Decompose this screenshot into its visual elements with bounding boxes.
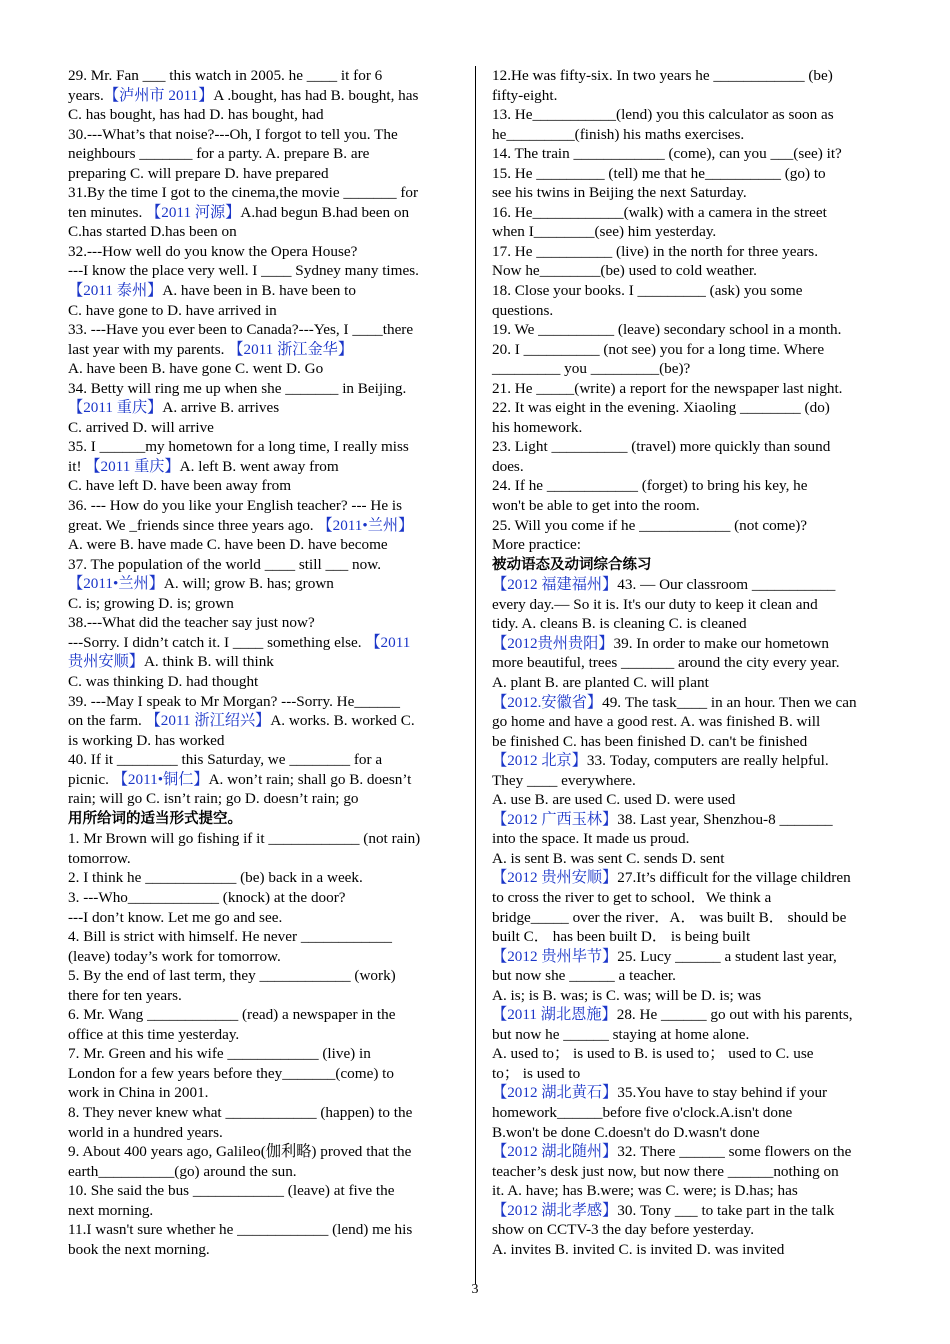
left-column-line <box>68 1240 460 1260</box>
right-column-line <box>492 379 884 399</box>
left-column-line <box>68 183 460 203</box>
text-segment: ten minutes. <box>68 203 147 221</box>
left-column-line <box>68 125 460 145</box>
text-segment: 22. It was eight in the evening. Xiaoling ________ (do) <box>492 399 830 417</box>
text-segment: 6. Mr. Wang ____________ (read) a newspaper in the <box>68 1006 396 1024</box>
source-tag: 【2012 广西玉林】 <box>492 810 618 828</box>
right-column-line <box>492 516 884 536</box>
text-segment: 39. In order to make our hometown <box>613 634 830 652</box>
left-column-line <box>68 711 460 731</box>
source-tag: 【2011•兰州】 <box>317 516 414 534</box>
text-segment: does. <box>492 457 524 475</box>
text-segment: 5. By the end of last term, they ____________ (work) <box>68 967 396 985</box>
source-tag: 【2012贵州贵阳】 <box>492 634 614 652</box>
text-segment: won't be able to get into the room. <box>492 497 700 515</box>
text-segment: 13. He___________(lend) you this calculator as soon as <box>492 106 834 124</box>
text-segment: ---Sorry. I didn’t catch it. I ____ something else. <box>68 633 366 651</box>
left-column-line <box>68 261 460 281</box>
right-column-line <box>492 771 884 791</box>
text-segment: 17. He __________ (live) in the north for three years. <box>492 242 819 260</box>
source-tag: 【2012 湖北随州】 <box>492 1143 618 1161</box>
text-segment: A. have been in B. have been to <box>162 282 356 300</box>
text-segment: 21. He _____(write) a report for the newspaper last night. <box>492 379 843 397</box>
left-column-line <box>68 652 460 672</box>
text-segment: A. think B. will think <box>143 653 274 671</box>
left-column-line <box>68 476 460 496</box>
right-column-line <box>492 849 884 869</box>
left-column-line <box>68 1083 460 1103</box>
text-segment: A .bought, has had B. bought, has <box>213 86 419 104</box>
left-column-line <box>68 868 460 888</box>
text-segment: questions. <box>492 301 554 319</box>
text-segment: 38. Last year, Shenzhou-8 _______ <box>617 810 833 828</box>
source-tag: 【2011•兰州】 <box>68 575 164 593</box>
right-column-line <box>492 653 884 673</box>
right-column-line <box>492 183 884 203</box>
left-column-line <box>68 555 460 575</box>
right-column-line <box>492 105 884 125</box>
left-column-line <box>68 770 460 790</box>
text-segment: 3. ---Who____________ (knock) at the door? <box>68 888 346 906</box>
right-column-line <box>492 457 884 477</box>
left-column-line <box>68 535 460 555</box>
text-segment: teacher’s desk just now, but now there ______nothing on <box>492 1162 839 1180</box>
source-tag: 【2011 浙江金华】 <box>228 340 354 358</box>
text-segment: 33. ---Have you ever been to Canada?---Yes, I ____there <box>68 321 414 339</box>
right-column-line <box>492 595 884 615</box>
right-column-line <box>492 301 884 321</box>
text-segment: 2. I think he ____________ (be) back in a week. <box>68 869 363 887</box>
right-column-line <box>492 1162 884 1182</box>
text-segment: C. have gone to D. have arrived in <box>68 301 277 319</box>
right-column-line <box>492 614 884 634</box>
left-column-line <box>68 379 460 399</box>
left-column-line <box>68 1064 460 1084</box>
text-segment: (leave) today’s work for tomorrow. <box>68 947 281 965</box>
text-segment: A. works. B. worked C. <box>270 712 415 730</box>
left-column-line <box>68 105 460 125</box>
text-segment: but now she ______ a teacher. <box>492 967 676 985</box>
text-segment: years. <box>68 86 104 104</box>
right-column-line <box>492 966 884 986</box>
text-segment: to； is used to <box>492 1064 581 1082</box>
right-column-line <box>492 359 884 379</box>
text-segment: They ____ everywhere. <box>492 771 636 789</box>
text-segment: C. was thinking D. had thought <box>68 672 259 690</box>
text-segment: 16. He____________(walk) with a camera in the street <box>492 203 827 221</box>
text-segment: 31.By the time I got to the cinema,the movie _______ for <box>68 184 419 202</box>
left-column-line <box>68 398 460 418</box>
source-tag: 【2011 浙江绍兴】 <box>145 712 271 730</box>
left-column-line <box>68 516 460 536</box>
page-number: 3 <box>471 1282 479 1297</box>
text-segment: next morning. <box>68 1201 154 1219</box>
text-segment: 30. Tony ___ to take part in the talk <box>617 1201 835 1219</box>
right-column-line <box>492 66 884 86</box>
text-segment: 43. — Our classroom ___________ <box>617 576 836 594</box>
right-column-line <box>492 986 884 1006</box>
left-column-line <box>68 1220 460 1240</box>
right-column-line <box>492 320 884 340</box>
text-segment: to cross the river to get to school．We think a <box>492 888 772 906</box>
text-segment: it. A. have; has B.were; was C. were; is D.has; has <box>492 1182 798 1200</box>
text-segment: ---I know the place very well. I ____ Sydney many times. <box>68 262 419 280</box>
text-segment: more beautiful, trees _______ around the city every year. <box>492 654 840 672</box>
source-tag: 【2012 湖北孝感】 <box>492 1201 618 1219</box>
text-segment: Now he________(be) used to cold weather. <box>492 262 757 280</box>
right-column-line <box>492 693 884 713</box>
text-segment: 7. Mr. Green and his wife ____________ (live) in <box>68 1045 371 1063</box>
left-column-line <box>68 809 460 830</box>
text-segment: 10. She said the bus ____________ (leave) at five the <box>68 1182 395 1200</box>
left-column-line <box>68 731 460 751</box>
right-column-line <box>492 1123 884 1143</box>
text-segment: every day.— So it is. It's our duty to keep it clean and <box>492 595 818 613</box>
right-column-line <box>492 1240 884 1260</box>
text-segment: neighbours _______ for a party. A. prepare B. are <box>68 145 370 163</box>
text-segment: 28. He ______ go out with his parents, <box>616 1006 853 1024</box>
text-segment: 24. If he ____________ (forget) to bring his key, he <box>492 477 808 495</box>
text-segment: 49. The task____ in an hour. Then we can <box>602 693 857 711</box>
right-column-line <box>492 125 884 145</box>
text-segment: 40. If it ________ this Saturday, we ________ for a <box>68 751 383 769</box>
right-column-line <box>492 418 884 438</box>
section-heading: 被动语态及动词综合练习 <box>492 556 652 573</box>
left-column-line <box>68 1201 460 1221</box>
text-segment: preparing C. will prepare D. have prepared <box>68 164 329 182</box>
left-column-line <box>68 340 460 360</box>
text-segment: 9. About 400 years ago, Galileo(伽利略) proved that the <box>68 1143 412 1161</box>
text-segment: More practice: <box>492 536 581 554</box>
left-column-line <box>68 164 460 184</box>
text-segment: homework______before five o'clock.A.isn't done <box>492 1103 793 1121</box>
text-segment: A.had begun B.had been on <box>240 203 410 221</box>
text-segment: ---I don’t know. Let me go and see. <box>68 908 283 926</box>
right-column-line <box>492 810 884 830</box>
right-column-line <box>492 281 884 301</box>
left-column-line <box>68 986 460 1006</box>
right-column-line <box>492 164 884 184</box>
text-segment: 15. He _________ (tell) me that he__________ (go) to <box>492 164 826 182</box>
right-column-line <box>492 398 884 418</box>
text-segment: A. won’t rain; shall go B. doesn’t <box>208 770 412 788</box>
right-column-line <box>492 476 884 496</box>
right-column-line <box>492 790 884 810</box>
right-column-line <box>492 222 884 242</box>
left-column-line <box>68 888 460 908</box>
text-segment: see his twins in Beijing the next Saturday. <box>492 184 747 202</box>
right-column-line <box>492 437 884 457</box>
text-segment: great. We _friends since three years ago. <box>68 516 318 534</box>
left-column-line <box>68 633 460 653</box>
right-column-line <box>492 555 884 576</box>
right-column-line <box>492 1220 884 1240</box>
left-column-line <box>68 281 460 301</box>
text-segment: C. arrived D. will arrive <box>68 418 214 436</box>
text-segment: _________ you _________(be)? <box>492 360 691 378</box>
text-segment: 33. Today, computers are really helpful. <box>586 752 829 770</box>
text-segment: A. arrive B. arrives <box>162 399 280 417</box>
left-column-line <box>68 222 460 242</box>
text-segment: 8. They never knew what ____________ (happen) to the <box>68 1103 413 1121</box>
text-segment: 18. Close your books. I _________ (ask) you some <box>492 282 803 300</box>
text-segment: A. used to； is used to B. is used to； used to C. use <box>492 1045 814 1063</box>
left-column-line <box>68 1162 460 1182</box>
text-segment: on the farm. <box>68 712 146 730</box>
text-segment: A. left B. went away from <box>179 457 339 475</box>
right-column-line <box>492 927 884 947</box>
text-segment: 27.It’s difficult for the village children <box>617 869 851 887</box>
text-segment: but now he ______ staying at home alone. <box>492 1025 750 1043</box>
right-column-line <box>492 868 884 888</box>
right-column-line <box>492 712 884 732</box>
text-segment: 4. Bill is strict with himself. He never ____________ <box>68 928 392 946</box>
text-segment: 39. ---May I speak to Mr Morgan? ---Sorry. He______ <box>68 692 400 710</box>
right-column-line <box>492 1201 884 1221</box>
left-column-line <box>68 1103 460 1123</box>
text-segment: B.won't be done C.doesn't do D.wasn't done <box>492 1123 760 1141</box>
source-tag: 【2011•铜仁】 <box>112 770 209 788</box>
right-column-line <box>492 535 884 555</box>
left-column-line <box>68 672 460 692</box>
right-column-line <box>492 1044 884 1064</box>
text-segment: bridge_____ over the river．A． was built B． should be <box>492 908 847 926</box>
text-segment: 29. Mr. Fan ___ this watch in 2005. he ____ it for 6 <box>68 67 383 84</box>
text-segment: 14. The train ____________ (come), can you ___(see) it? <box>492 145 842 163</box>
left-column-line <box>68 1005 460 1025</box>
text-segment: it! <box>68 457 86 475</box>
left-column-line <box>68 789 460 809</box>
left-column-line <box>68 418 460 438</box>
left-column-line <box>68 849 460 869</box>
left-column <box>68 66 460 1259</box>
right-column-line <box>492 673 884 693</box>
text-segment: world in a hundred years. <box>68 1123 223 1141</box>
text-segment: when I________(see) him yesterday. <box>492 223 717 241</box>
source-tag: 【2012 北京】 <box>492 752 587 770</box>
source-tag: 【2012 贵州安顺】 <box>492 869 618 887</box>
source-tag: 【2011 重庆】 <box>85 457 180 475</box>
left-column-line <box>68 359 460 379</box>
text-segment: 12.He was fifty-six. In two years he ____________ (be) <box>492 67 833 84</box>
text-segment: A. will; grow B. has; grown <box>163 575 334 593</box>
right-column-line <box>492 1142 884 1162</box>
text-segment: 35.You have to stay behind if your <box>617 1084 828 1102</box>
text-segment: London for a few years before they_______(come) to <box>68 1064 394 1082</box>
left-column-line <box>68 301 460 321</box>
source-tag: 【泸州市 2011】 <box>103 86 214 104</box>
text-segment: 1. Mr Brown will go fishing if it ____________ (not rain) <box>68 830 421 848</box>
left-column-line <box>68 203 460 223</box>
left-column-line <box>68 86 460 106</box>
text-segment: A. is; is B. was; is C. was; will be D. is; was <box>492 986 762 1004</box>
text-segment: C. have left D. have been away from <box>68 477 292 495</box>
text-segment: tomorrow. <box>68 849 131 867</box>
left-column-line <box>68 574 460 594</box>
text-segment: 23. Light __________ (travel) more quickly than sound <box>492 438 831 456</box>
text-segment: 20. I __________ (not see) you for a long time. Where <box>492 340 825 358</box>
text-segment: A. invites B. invited C. is invited D. was invited <box>492 1240 785 1258</box>
text-segment: A. plant B. are planted C. will plant <box>492 673 709 691</box>
left-column-line <box>68 457 460 477</box>
right-column-line <box>492 144 884 164</box>
text-segment: 11.I wasn't sure whether he ____________ (lend) me his <box>68 1221 413 1239</box>
right-column-line <box>492 732 884 752</box>
left-column-line <box>68 496 460 516</box>
left-column-line <box>68 966 460 986</box>
source-tag: 【2012.安徽省】 <box>492 693 603 711</box>
source-tag: 贵州安顺】 <box>68 653 144 671</box>
text-segment: A. have been B. have gone C. went D. Go <box>68 360 324 378</box>
text-segment: C. has bought, has had D. has bought, had <box>68 106 324 124</box>
right-column-line <box>492 575 884 595</box>
right-column-line <box>492 1025 884 1045</box>
column-divider <box>475 66 476 1284</box>
left-column-line <box>68 692 460 712</box>
left-column-line <box>68 1181 460 1201</box>
text-segment: 30.---What’s that noise?---Oh, I forgot to tell you. The <box>68 125 398 143</box>
left-column-line <box>68 908 460 928</box>
right-column-line <box>492 261 884 281</box>
left-column-line <box>68 144 460 164</box>
source-tag: 【2011 重庆】 <box>68 399 163 417</box>
left-column-line <box>68 947 460 967</box>
right-column <box>492 66 884 1259</box>
left-column-line <box>68 927 460 947</box>
text-segment: 32. There ______ some flowers on the <box>617 1143 852 1161</box>
left-column-line <box>68 613 460 633</box>
left-column-line <box>68 66 460 86</box>
text-segment: show on CCTV-3 the day before yesterday. <box>492 1221 755 1239</box>
right-column-line <box>492 1005 884 1025</box>
source-tag: 【2011 泰州】 <box>68 282 163 300</box>
right-column-line <box>492 242 884 262</box>
source-tag: 【2012 贵州毕节】 <box>492 947 618 965</box>
right-column-line <box>492 888 884 908</box>
right-column-line <box>492 947 884 967</box>
text-segment: 38.---What did the teacher say just now? <box>68 614 315 632</box>
source-tag: 【2012 福建福州】 <box>492 576 618 594</box>
text-segment: earth__________(go) around the sun. <box>68 1162 297 1180</box>
text-segment: office at this time yesterday. <box>68 1025 240 1043</box>
text-segment: A. use B. are used C. used D. were used <box>492 791 736 809</box>
text-segment: 25. Will you come if he ____________ (not come)? <box>492 516 808 534</box>
text-segment: 19. We __________ (leave) secondary school in a month. <box>492 321 842 339</box>
text-segment: 34. Betty will ring me up when she _______ in Beijing. <box>68 379 407 397</box>
text-segment: he_________(finish) his maths exercises. <box>492 125 745 143</box>
right-column-line <box>492 203 884 223</box>
text-segment: into the space. It made us proud. <box>492 830 690 848</box>
text-segment: is working D. has worked <box>68 731 225 749</box>
text-segment: be finished C. has been finished D. can't be finished <box>492 732 808 750</box>
right-column-line <box>492 751 884 771</box>
text-segment: 37. The population of the world ____ still ___ now. <box>68 555 382 573</box>
text-segment: C. is; growing D. is; grown <box>68 594 234 612</box>
section-heading: 用所给词的适当形式提空。 <box>68 810 242 827</box>
left-column-line <box>68 1142 460 1162</box>
text-segment: last year with my parents. <box>68 340 229 358</box>
right-column-line <box>492 1064 884 1084</box>
text-segment: picnic. <box>68 770 113 788</box>
right-column-line <box>492 86 884 106</box>
text-segment: C.has started D.has been on <box>68 223 237 241</box>
text-segment: A. were B. have made C. have been D. have become <box>68 536 388 554</box>
right-column-line <box>492 1103 884 1123</box>
text-segment: rain; will go C. isn’t rain; go D. doesn’t rain; go <box>68 790 359 808</box>
text-segment: go home and have a good rest. A. was finished B. will <box>492 713 821 731</box>
right-column-line <box>492 496 884 516</box>
right-column-line <box>492 340 884 360</box>
left-column-line <box>68 437 460 457</box>
text-segment: 25. Lucy ______ a student last year, <box>617 947 837 965</box>
source-tag: 【2011 湖北恩施】 <box>492 1006 617 1024</box>
left-column-line <box>68 829 460 849</box>
left-column-line <box>68 1123 460 1143</box>
text-segment: fifty-eight. <box>492 86 558 104</box>
text-segment: built C． has been built D． is being built <box>492 928 751 946</box>
text-segment: there for ten years. <box>68 986 182 1004</box>
right-column-line <box>492 1083 884 1103</box>
text-segment: A. is sent B. was sent C. sends D. sent <box>492 849 725 867</box>
source-tag: 【2011 <box>365 633 411 651</box>
source-tag: 【2011 河源】 <box>146 203 241 221</box>
text-segment: 32.---How well do you know the Opera House? <box>68 242 358 260</box>
text-segment: work in China in 2001. <box>68 1084 209 1102</box>
left-column-line <box>68 320 460 340</box>
right-column-line <box>492 634 884 654</box>
left-column-line <box>68 1025 460 1045</box>
left-column-line <box>68 1044 460 1064</box>
left-column-line <box>68 750 460 770</box>
text-segment: his homework. <box>492 418 583 436</box>
text-segment: tidy. A. cleans B. is cleaning C. is cleaned <box>492 615 747 633</box>
right-column-line <box>492 908 884 928</box>
left-column-line <box>68 242 460 262</box>
text-segment: 36. --- How do you like your English teacher? --- He is <box>68 497 403 515</box>
left-column-line <box>68 594 460 614</box>
text-segment: 35. I ______my hometown for a long time, I really miss <box>68 438 409 456</box>
right-column-line <box>492 829 884 849</box>
right-column-line <box>492 1181 884 1201</box>
source-tag: 【2012 湖北黄石】 <box>492 1084 618 1102</box>
text-segment: book the next morning. <box>68 1240 210 1258</box>
